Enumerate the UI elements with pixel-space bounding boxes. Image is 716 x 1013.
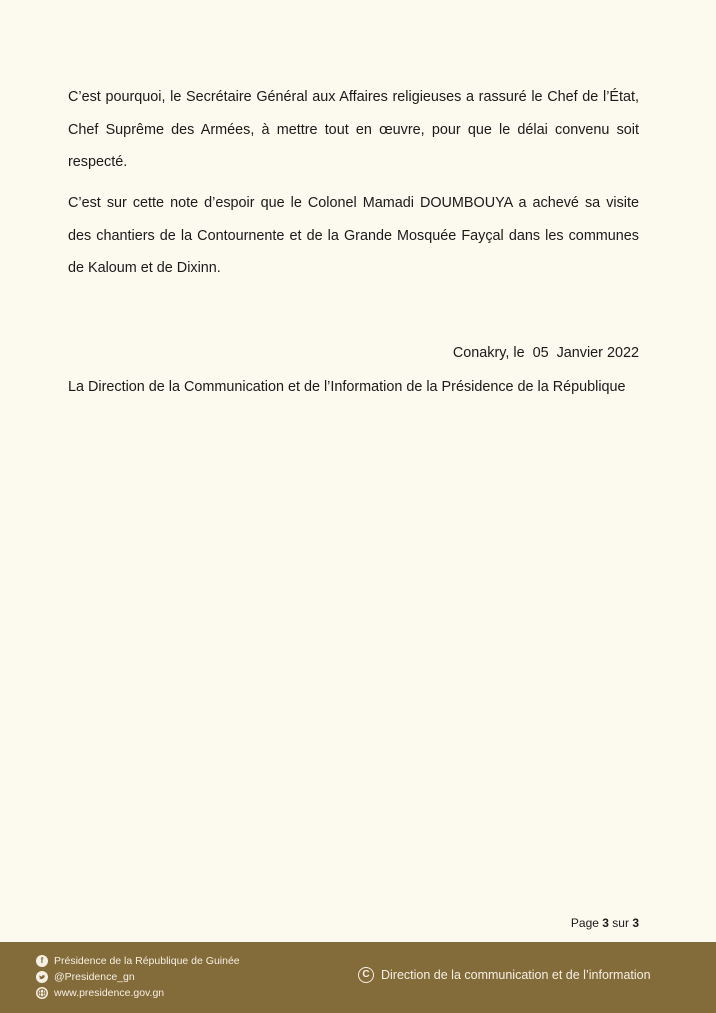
page-label: Page xyxy=(570,916,599,930)
page-total: 3 xyxy=(632,916,639,930)
globe-icon xyxy=(36,987,48,999)
body-paragraph: C’est pourquoi, le Secrétaire Général aux Affaires religieuses a rassuré le Chef de l’État, Chef Suprême des Armées, à mettre tout en œuvre, pour que le délai convenu soit respecté. xyxy=(68,89,639,170)
date-location: Conakry, le 05 Janvier 2022 xyxy=(452,345,639,361)
page-separator: sur xyxy=(612,916,629,930)
footer-website-link[interactable] xyxy=(36,985,240,1001)
signature-line: La Direction de la Communication et de l’Information de la Présidence de la République xyxy=(68,379,626,395)
page-number xyxy=(571,915,639,931)
copyright-label: Direction de la communication et de l’information xyxy=(381,968,651,982)
facebook-icon: f xyxy=(36,955,48,967)
facebook-label: Présidence de la République de Guinée xyxy=(54,955,240,967)
page-current: 3 xyxy=(602,916,609,930)
body-paragraph: C’est sur cette note d’espoir que le Colonel Mamadi DOUMBOUYA a achevé sa visite des chantiers de la Contournente et de la Grande Mosquée Fayçal dans les communes de Kaloum et de Dixinn. xyxy=(68,195,639,276)
footer-facebook-link[interactable] xyxy=(36,953,240,969)
copyright-icon: C xyxy=(358,967,374,983)
footer-twitter-link[interactable] xyxy=(36,969,240,985)
footer-links xyxy=(36,953,240,1001)
footer-bar xyxy=(0,942,716,1013)
twitter-label: @Presidence_gn xyxy=(54,971,135,983)
footer-copyright xyxy=(358,967,651,983)
website-label: www.presidence.gov.gn xyxy=(54,987,165,999)
twitter-icon xyxy=(36,971,48,983)
